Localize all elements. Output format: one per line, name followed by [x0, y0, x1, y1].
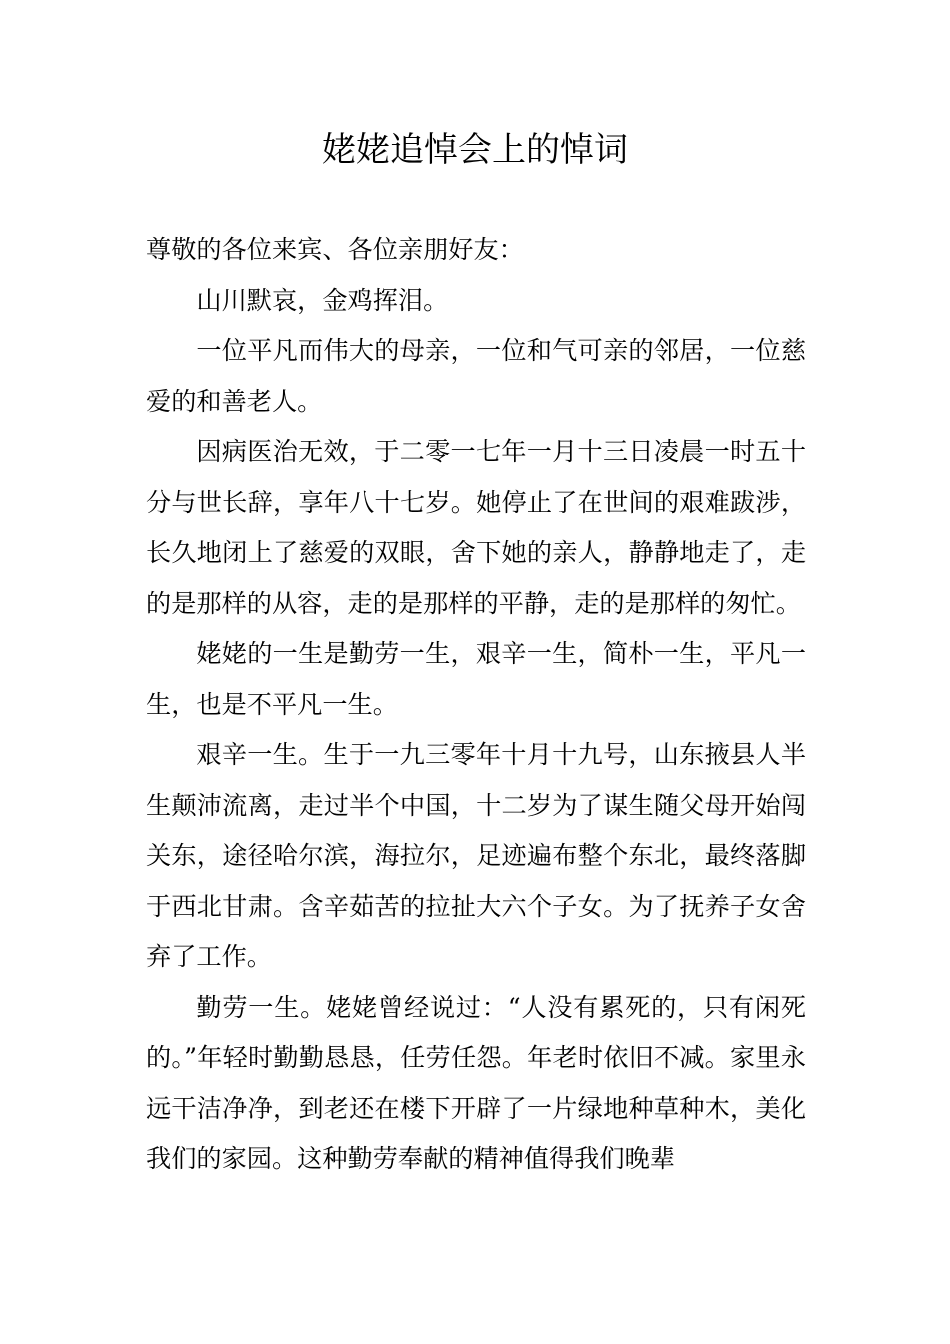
salutation-paragraph: 尊敬的各位来宾、各位亲朋好友： [146, 235, 524, 264]
body-paragraph: 勤劳一生。姥姥曾经说过：“人没有累死的，只有闲死的。”年轻时勤勤恳恳，任劳任怨。年老时依旧不减。家里永远干洁净净，到老还在楼下开辟了一片绿地种草种木，美化我们的家园。这种勤劳奉献的精神值得我们晚辈 [146, 992, 806, 1173]
body-paragraph: 因病医治无效，于二零一七年一月十三日凌晨一时五十分与世长辞，享年八十七岁。她停止了在世间的艰难跋涉，长久地闭上了慈爱的双眼，舍下她的亲人，静静地走了，走的是那样的从容，走的是那样的平静，走的是那样的匆忙。 [146, 437, 806, 618]
document-title: 姥姥追悼会上的悼词 [322, 130, 628, 170]
document-body [146, 225, 806, 1185]
body-paragraph: 一位平凡而伟大的母亲，一位和气可亲的邻居，一位慈爱的和善老人。 [146, 336, 806, 416]
body-paragraph: 山川默哀，金鸡挥泪。 [196, 285, 449, 315]
body-paragraph: 姥姥的一生是勤劳一生，艰辛一生，简朴一生，平凡一生，也是不平凡一生。 [146, 639, 806, 719]
body-paragraph: 艰辛一生。生于一九三零年十月十九号，山东掖县人半生颠沛流离，走过半个中国，十二岁为了谋生随父母开始闯关东，途径哈尔滨，海拉尔，足迹遍布整个东北，最终落脚于西北甘肃。含辛茹苦的拉扯大六个子女。为了抚养子女舍弃了工作。 [146, 740, 806, 971]
